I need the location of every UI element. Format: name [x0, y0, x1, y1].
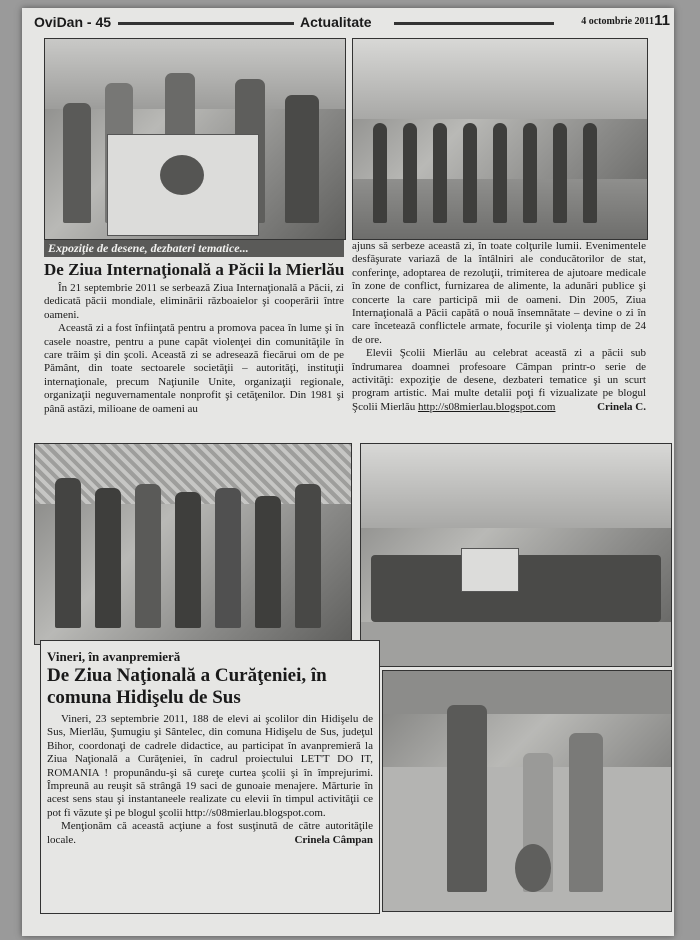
crowd-banner: [461, 548, 519, 592]
peace-banner: [107, 134, 259, 236]
article-title: De Ziua Internaţională a Păcii la Mierlău: [44, 260, 345, 279]
photo-road: [361, 622, 671, 666]
paragraph-text: Menţionăm că această acţiune a fost susţinută de către autorităţile locale.: [47, 820, 373, 846]
newspaper-page: [22, 8, 674, 936]
article-paragraph: În 21 septembrie 2011 se serbează Ziua Internaţională a Păcii, zi dedicată păcii mondiale, eliminării războaielor şi cooperării între oameni.: [44, 282, 344, 321]
photo-crowd-with-banner: [360, 443, 672, 667]
student-figure: [285, 95, 319, 223]
student-figure: [255, 496, 281, 628]
dove-drawing: [160, 155, 204, 195]
photo-students-outdoors: [352, 38, 648, 240]
student-figure: [63, 103, 91, 223]
student-figure: [295, 484, 321, 628]
student-figure: [135, 484, 161, 628]
article-box: [40, 640, 380, 914]
paragraph-text: Elevii Şcolii Mierlău au celebrat această zi a păcii sub îndrumarea doamnei profesoare Câmpan printr-o serie de activităţi: expoziţie de desene, dezbateri tematice şi un scurt program artistic. Mai multe detalii poţi fi vizualizate pe blogul Şcolii Mierlău: [352, 347, 646, 413]
blog-link[interactable]: http://s08mierlau.blogspot.com: [418, 400, 556, 413]
photo-sky: [361, 444, 671, 528]
photo-girls-trash-bags: [382, 670, 672, 912]
student-figure: [523, 123, 537, 223]
article-column-2: [352, 240, 646, 414]
header-rule-left: [118, 22, 294, 25]
article-body: [47, 713, 373, 847]
student-figure: [95, 488, 121, 628]
article-paragraph: [352, 347, 646, 414]
student-figure: [55, 478, 81, 628]
issue-date: 4 octombrie 2011: [581, 16, 654, 27]
article-paragraph: [47, 820, 373, 847]
photo-building: [383, 671, 671, 714]
girl-figure: [447, 705, 487, 892]
student-figure: [553, 123, 567, 223]
photo-students-peace-banner: [44, 38, 346, 240]
article-paragraph: Această zi a fost înfiinţată pentru a promova pacea în lume şi în casele noastre, pentru a pune capăt violenţei din comunităţile în care trăim şi din şcoli. Această zi se adresează fiecărui om de pe Pământ, din toate sectoarele societăţii – autorităţi, instituţii internaţionale, precum Naţiunile Unite, organizaţii regionale, organizaţii neguvernamentale nonprofit şi cetăţenilor. Din 1981 şi până astăzi, milioane de oameni au: [44, 322, 344, 415]
page-header: [22, 8, 674, 38]
author-signature: Crinela C.: [597, 400, 646, 413]
photo-group-portrait: [34, 443, 352, 645]
article-paragraph: Vineri, 23 septembrie 2011, 188 de elevi ai şcolilor din Hidişelu de Sus, Mierlău, Şumugiu şi Sântelec, din comuna Hidişelu de Sus, judeţul Bihor, coordonaţi de cadrele didactice, au participat în avanpremieră la Ziua Naţională a Curăţeniei, în cadrul proiectului LET'T DO IT, ROMANIA ! propunându-şi să cureţe curtea şcolii şi în împrejurimi. Împreună au reuşit să strângă 19 saci de gunoaie menajere. Mărturie în acest sens stau şi instantaneele realizate cu elevii în timpul activităţii ce pot fi văzute şi pe blogul şcolii http://s08mierlau.blogspot.com.: [47, 713, 373, 819]
girl-figure: [569, 733, 603, 891]
article-kicker: Vineri, în avanpremieră: [47, 649, 181, 664]
author-signature: Crinela Câmpan: [294, 833, 373, 846]
page-number: 11: [654, 12, 670, 29]
article-kicker-bar: Expoziţie de desene, dezbateri tematice...: [44, 240, 344, 257]
publication-name: OviDan - 45: [34, 14, 112, 30]
student-figure: [215, 488, 241, 628]
student-figure: [463, 123, 477, 223]
header-rule-right: [394, 22, 554, 25]
student-figure: [583, 123, 597, 223]
trash-bag: [515, 844, 551, 892]
student-figure: [373, 123, 387, 223]
student-figure: [433, 123, 447, 223]
article-title: De Ziua Naţională a Curăţeniei, în comuna Hidişelu de Sus: [47, 665, 327, 708]
photo-sky: [353, 39, 647, 119]
student-figure: [403, 123, 417, 223]
article-paragraph: ajuns să serbeze această zi, în toate colţurile lumii. Evenimentele desfăşurate variază de la întâlniri ale conducătorilor de stat, conferinţe, adoptarea de rezoluţii, trimiterea de ajutoare medicale în zone de conflict, furnizarea de alimente, la adunări publice şi concerte la care participă mii de oameni. Din 2005, Ziua Internaţională a Păcii capătă o nouă însemnătate – devine o zi în care încetează conflictele armate, focurile şi violenţa timp de 24 de ore.: [352, 240, 646, 346]
student-figure: [175, 492, 201, 628]
article-column-1: [44, 282, 344, 416]
student-figure: [493, 123, 507, 223]
section-title: Actualitate: [300, 14, 372, 30]
